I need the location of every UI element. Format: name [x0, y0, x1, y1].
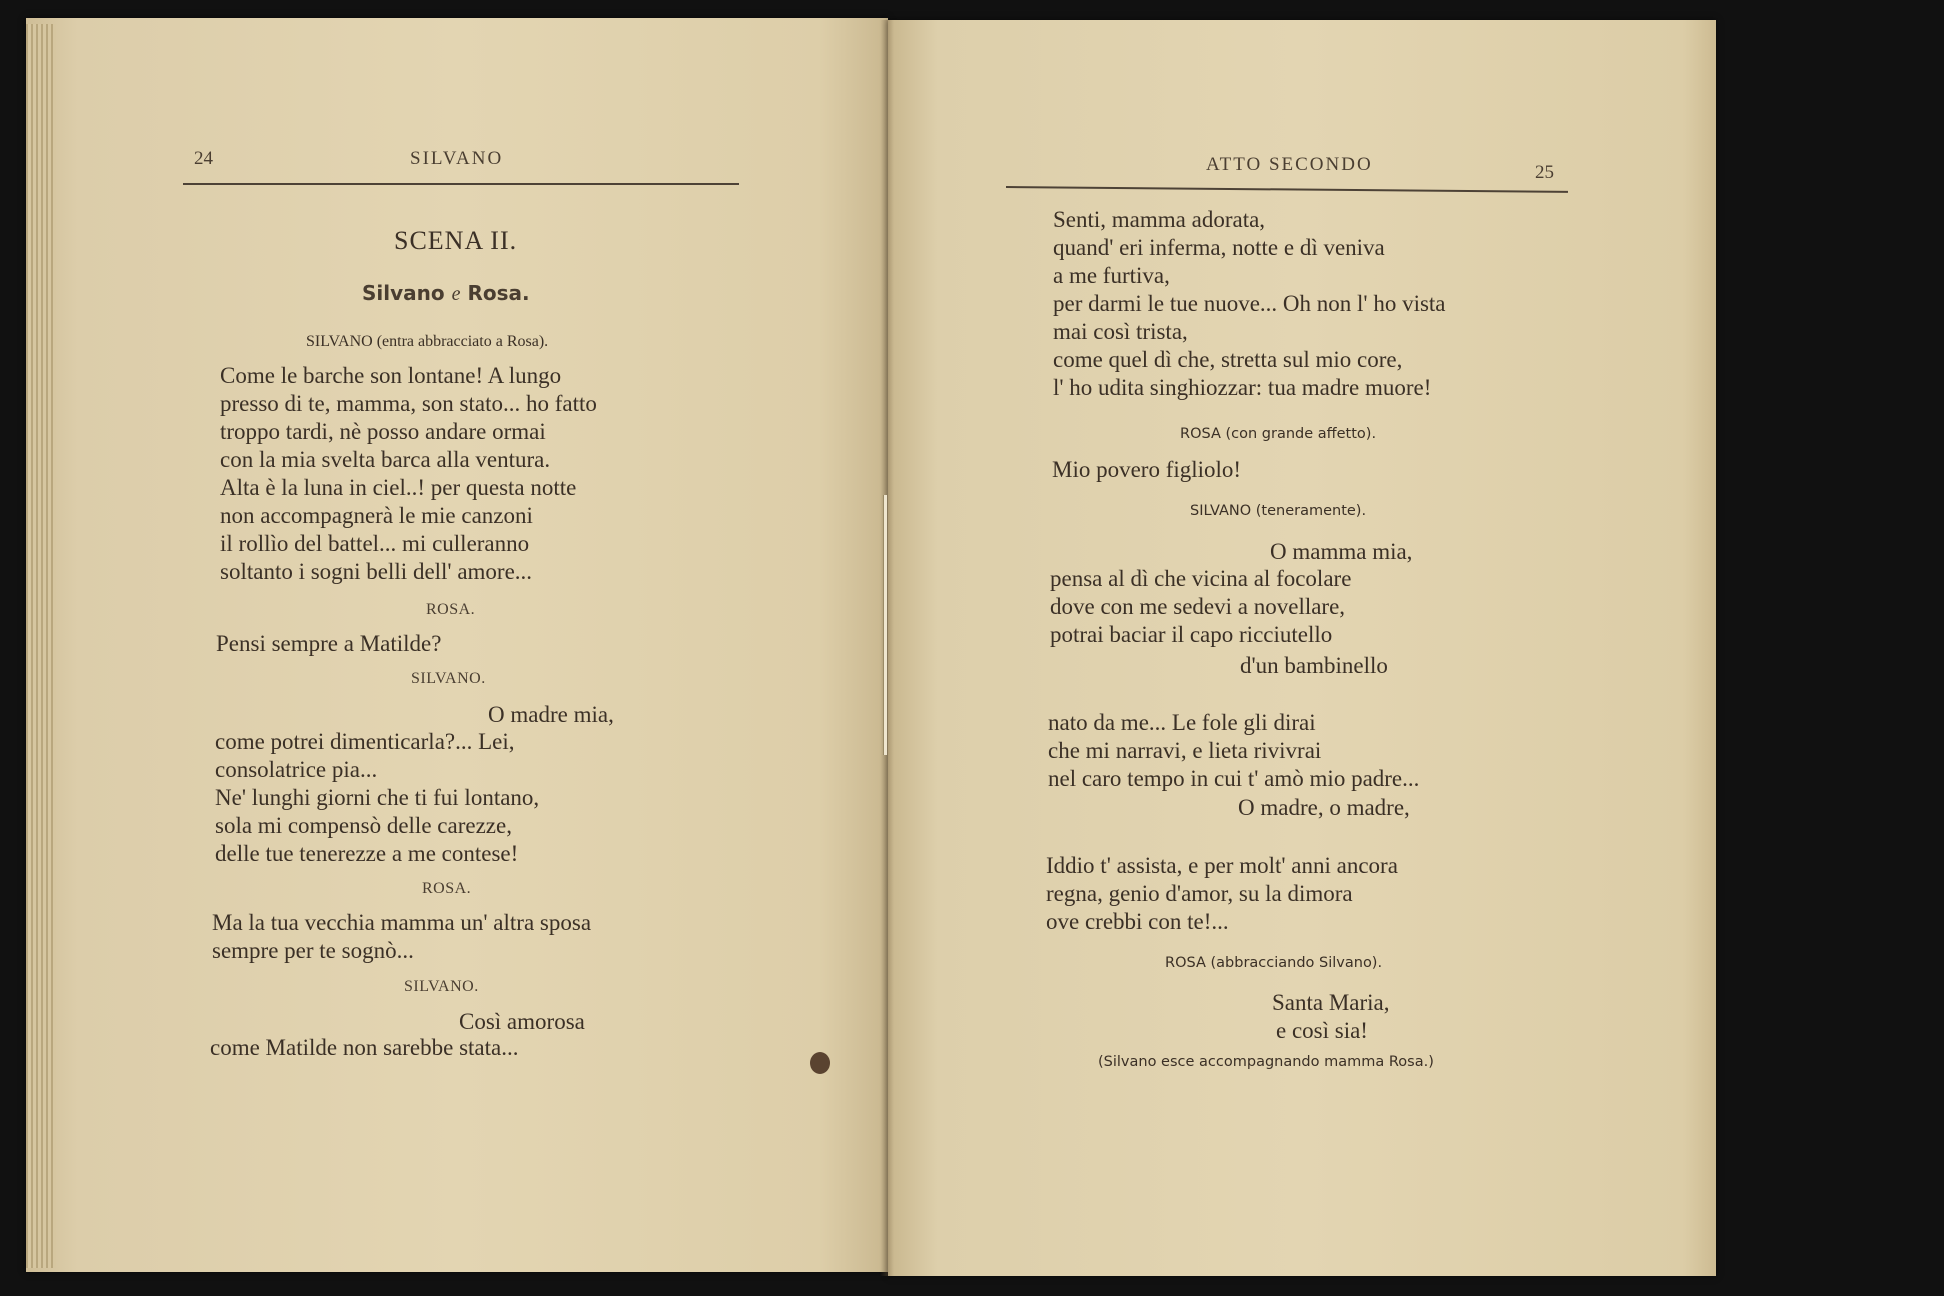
verse-line: sempre per te sognò...	[212, 938, 414, 963]
stage-direction: (Silvano esce accompagnando mamma Rosa.)	[1098, 1054, 1434, 1070]
verse-line-indented: e così sia!	[1276, 1018, 1368, 1043]
verse-block	[1048, 709, 1419, 793]
verse-line: pensa al dì che vicina al focolare	[1050, 566, 1352, 591]
stage-direction: ROSA (con grande affetto).	[1180, 426, 1377, 442]
scene-cast	[362, 281, 530, 306]
verse-block	[1050, 565, 1351, 649]
page-number-left: 24	[194, 148, 213, 169]
left-page	[26, 18, 888, 1272]
speaker-label: SILVANO.	[411, 670, 486, 687]
verse-line: ove crebbi con te!...	[1046, 909, 1229, 934]
running-head-left: SILVANO	[410, 148, 504, 169]
verse-line: come potrei dimenticarla?... Lei,	[215, 729, 515, 754]
verse-line: che mi narravi, e lieta rivivrai	[1048, 738, 1322, 763]
page-number-right: 25	[1535, 162, 1554, 183]
verse-line: Mio povero figliolo!	[1052, 457, 1242, 482]
verse-line: quand' eri inferma, notte e dì veniva	[1053, 235, 1385, 260]
verse-line: sola mi compensò delle carezze,	[215, 813, 512, 838]
verse-line: con la mia svelta barca alla ventura.	[220, 447, 551, 472]
verse-block	[1053, 206, 1446, 402]
stage-direction: ROSA (abbracciando Silvano).	[1165, 955, 1383, 971]
page-edges	[26, 24, 56, 1268]
verse-block	[212, 909, 591, 965]
verse-line: soltanto i sogni belli dell' amore...	[220, 559, 533, 584]
verse-line-indented: Così amorosa	[459, 1009, 585, 1034]
stage-direction: SILVANO (entra abbracciato a Rosa).	[306, 333, 549, 350]
verse-line: Pensi sempre a Matilde?	[216, 631, 442, 656]
verse-block	[215, 728, 539, 868]
cast-silvano: Silvano	[362, 281, 445, 305]
verse-line: come quel dì che, stretta sul mio core,	[1053, 347, 1403, 372]
verse-line: Ne' lunghi giorni che ti fui lontano,	[215, 785, 540, 810]
verse-line-indented: O madre mia,	[488, 702, 614, 727]
verse-line: Iddio t' assista, e per molt' anni ancora	[1046, 853, 1398, 878]
running-head-right: ATTO SECONDO	[1206, 154, 1373, 175]
verse-line: consolatrice pia...	[215, 757, 378, 782]
verse-line-indented: O mamma mia,	[1270, 539, 1413, 564]
verse-line: potrai baciar il capo ricciutello	[1050, 622, 1333, 647]
verse-line: nel caro tempo in cui t' amò mio padre...	[1048, 766, 1420, 791]
stage-direction: SILVANO (teneramente).	[1190, 503, 1367, 519]
verse-line: mai così trista,	[1053, 319, 1188, 344]
scene-title: SCENA II.	[394, 226, 518, 255]
verse-line: non accompagnerà le mie canzoni	[220, 503, 533, 528]
verse-line: per darmi le tue nuove... Oh non l' ho vista	[1053, 291, 1446, 316]
verse-line: delle tue tenerezze a me contese!	[215, 841, 519, 866]
speaker-label: ROSA.	[422, 880, 472, 897]
verse-line: troppo tardi, nè posso andare ormai	[220, 419, 546, 444]
verse-line: regna, genio d'amor, su la dimora	[1046, 881, 1353, 906]
speaker-label: SILVANO.	[404, 978, 479, 995]
binding-thread	[883, 495, 887, 755]
verse-line: Alta è la luna in ciel..! per questa notte	[220, 475, 577, 500]
ink-stain	[810, 1052, 830, 1074]
verse-line: il rollìo del battel... mi culleranno	[220, 531, 530, 556]
verse-block	[1046, 852, 1398, 936]
verse-line: Senti, mamma adorata,	[1053, 207, 1266, 232]
verse-line-indented: d'un bambinello	[1240, 653, 1388, 678]
verse-line: nato da me... Le fole gli dirai	[1048, 710, 1316, 735]
cast-rosa: Rosa.	[467, 281, 530, 305]
verse-block	[220, 362, 597, 586]
verse-line: dove con me sedevi a novellare,	[1050, 594, 1346, 619]
verse-line: l' ho udita singhiozzar: tua madre muore!	[1053, 375, 1432, 400]
cast-conjunction: e	[451, 283, 461, 305]
verse-line: presso di te, mamma, son stato... ho fatto	[220, 391, 597, 416]
verse-line: Come le barche son lontane! A lungo	[220, 363, 562, 388]
speaker-label: ROSA.	[426, 601, 476, 618]
verse-line-indented: Santa Maria,	[1272, 990, 1390, 1015]
verse-line-indented: O madre, o madre,	[1238, 795, 1410, 820]
verse-line: a me furtiva,	[1053, 263, 1170, 288]
verse-line: Ma la tua vecchia mamma un' altra sposa	[212, 910, 592, 935]
header-rule-left	[183, 183, 739, 185]
verse-line: come Matilde non sarebbe stata...	[210, 1035, 519, 1060]
